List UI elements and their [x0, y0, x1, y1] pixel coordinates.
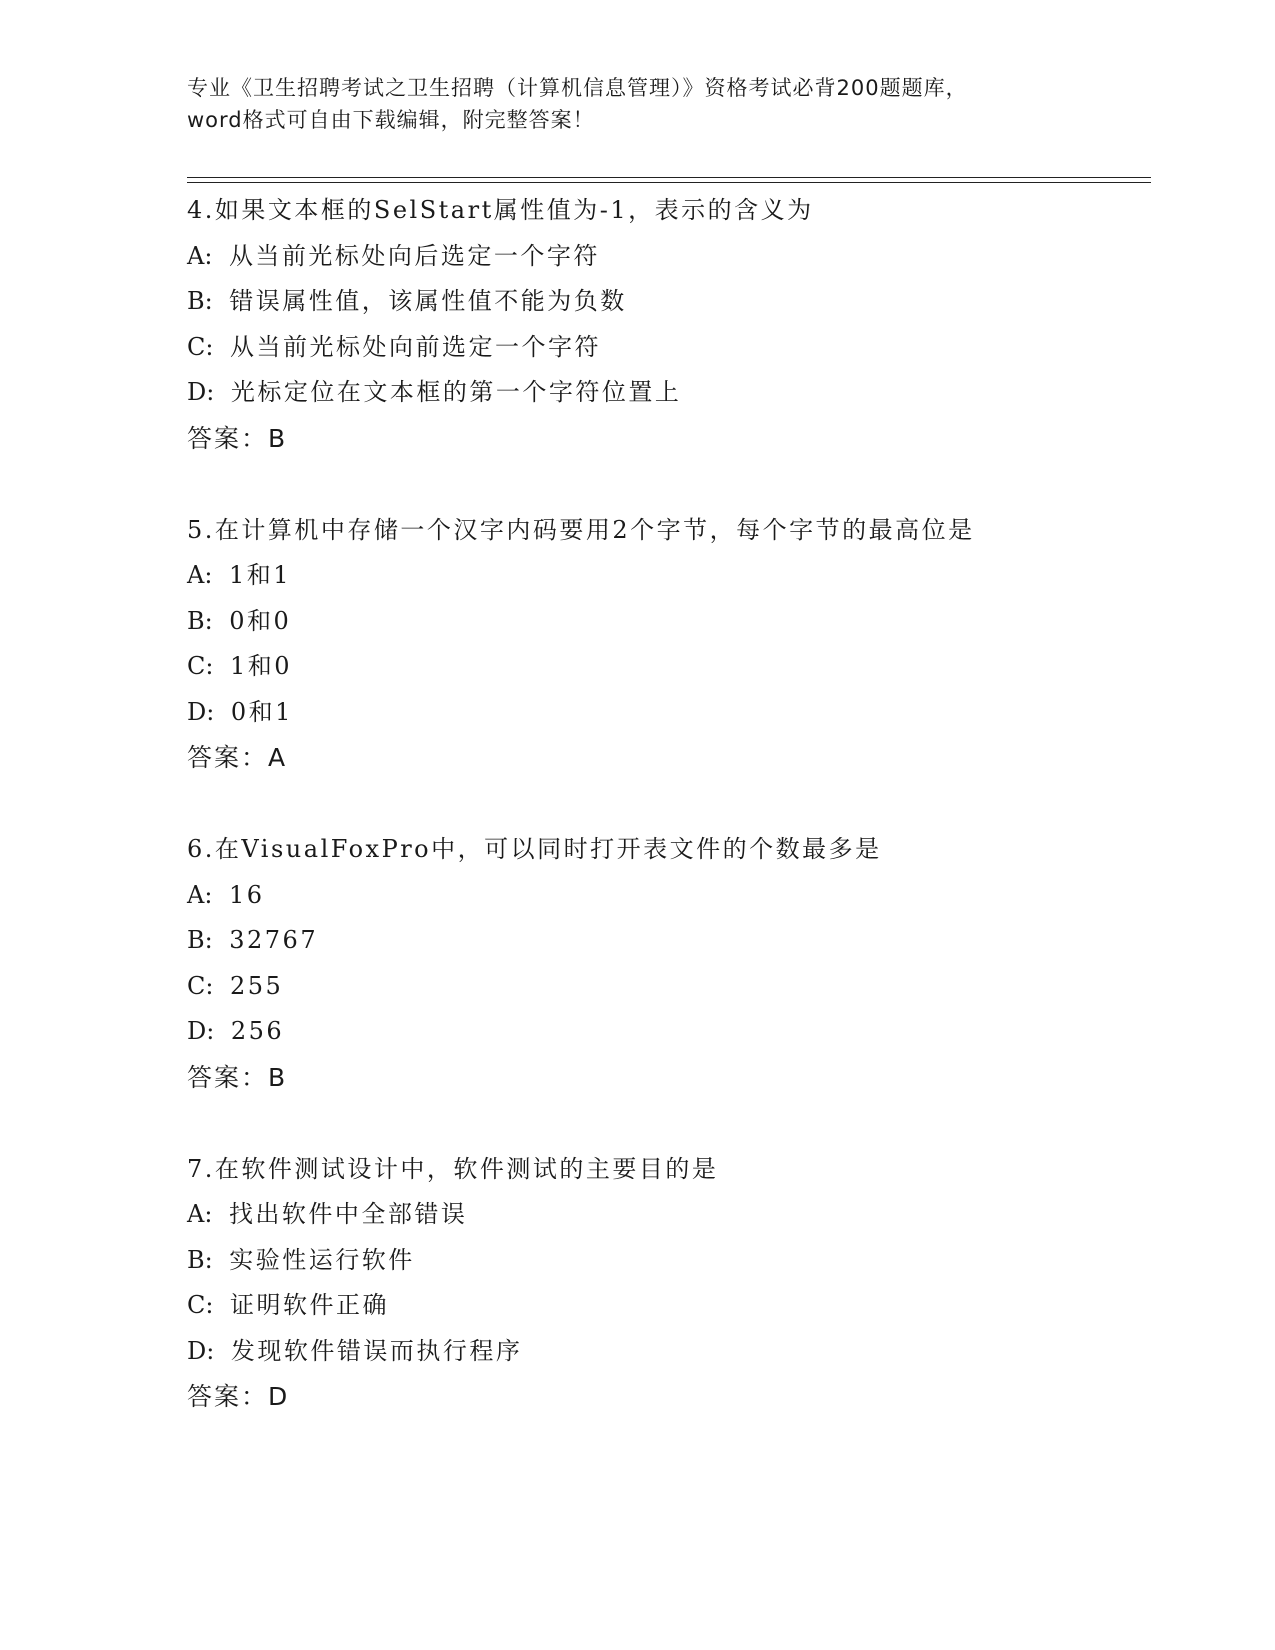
- answer-label: 答案：: [187, 423, 269, 453]
- option-b: B: 0和0: [187, 606, 292, 635]
- option-c: C: 证明软件正确: [187, 1291, 389, 1319]
- answer-value: B: [268, 1062, 288, 1092]
- option-d: D: 光标定位在文本框的第一个字符位置上: [187, 378, 682, 406]
- option-text: 32767: [229, 926, 319, 954]
- option-letter: B: [187, 926, 205, 954]
- answer-line: [187, 1374, 1147, 1419]
- option-a: A: 找出软件中全部错误: [187, 1200, 468, 1228]
- option-letter: C: [187, 652, 206, 680]
- document-header: [187, 72, 1087, 136]
- option-letter: D: [187, 378, 207, 406]
- option-letter: C: [187, 1291, 206, 1319]
- question-stem: 6.在VisualFoxPro中，可以同时打开表文件的个数最多是: [187, 835, 882, 863]
- option-c: C: 1和0: [187, 652, 293, 680]
- answer-label: 答案：: [187, 1382, 269, 1411]
- option-letter: B: [187, 1245, 205, 1274]
- option-text: 实验性运行软件: [229, 1245, 415, 1274]
- option-letter: C: [187, 332, 206, 361]
- question-stem: 4.如果文本框的SelStart属性值为-1，表示的含义为: [187, 196, 814, 224]
- option-d: D: 0和1: [187, 697, 293, 726]
- option-text: 证明软件正确: [229, 1291, 389, 1319]
- option-letter: D: [187, 1336, 207, 1365]
- option-text: 1和0: [229, 652, 293, 680]
- option-text: 16: [228, 880, 265, 909]
- answer-line: [187, 416, 1147, 461]
- answer-value: D: [268, 1382, 290, 1411]
- option-d: D: 发现软件错误而执行程序: [187, 1336, 523, 1365]
- option-text: 256: [230, 1017, 285, 1045]
- question-item: [187, 1147, 1147, 1420]
- question-item: [187, 188, 1147, 461]
- option-text: 光标定位在文本框的第一个字符位置上: [230, 378, 682, 406]
- option-letter: C: [187, 971, 206, 1000]
- option-text: 发现软件错误而执行程序: [230, 1336, 523, 1365]
- question-list: [187, 188, 1147, 1466]
- option-letter: A: [187, 561, 205, 589]
- option-text: 255: [229, 971, 284, 1000]
- header-divider-bottom: [187, 182, 1151, 183]
- option-letter: D: [187, 697, 207, 726]
- option-d: D: 256: [187, 1017, 285, 1045]
- question-item: [187, 508, 1147, 781]
- option-text: 错误属性值，该属性值不能为负数: [229, 287, 627, 315]
- answer-label: 答案：: [187, 1062, 269, 1092]
- question-stem: 5.在计算机中存储一个汉字内码要用2个字节，每个字节的最高位是: [187, 515, 975, 544]
- header-line-2: word格式可自由下载编辑，附完整答案！: [187, 108, 595, 132]
- option-a: A: 16: [187, 880, 265, 909]
- header-divider-top: [187, 177, 1151, 178]
- option-c: C: 255: [187, 971, 284, 1000]
- option-letter: B: [187, 287, 205, 315]
- option-b: B: 错误属性值，该属性值不能为负数: [187, 287, 627, 315]
- option-text: 0和1: [230, 697, 293, 726]
- option-text: 1和1: [228, 561, 291, 589]
- option-letter: D: [187, 1017, 207, 1045]
- question-stem: 7.在软件测试设计中，软件测试的主要目的是: [187, 1154, 719, 1183]
- option-letter: A: [187, 880, 205, 909]
- answer-value: A: [268, 743, 288, 772]
- option-letter: A: [187, 1200, 205, 1228]
- answer-line: [187, 1055, 1147, 1100]
- question-item: [187, 827, 1147, 1100]
- option-b: B: 实验性运行软件: [187, 1245, 415, 1274]
- option-text: 从当前光标处向后选定一个字符: [228, 241, 600, 270]
- header-line-1: 专业《卫生招聘考试之卫生招聘（计算机信息管理）》资格考试必背200题题库，: [187, 76, 968, 100]
- option-text: 找出软件中全部错误: [228, 1200, 468, 1228]
- option-c: C: 从当前光标处向前选定一个字符: [187, 332, 601, 361]
- option-b: B: 32767: [187, 926, 319, 954]
- option-a: A: 1和1: [187, 561, 291, 589]
- option-a: A: 从当前光标处向后选定一个字符: [187, 241, 600, 270]
- answer-line: [187, 735, 1147, 780]
- option-letter: B: [187, 606, 205, 635]
- option-text: 从当前光标处向前选定一个字符: [229, 332, 601, 361]
- option-text: 0和0: [229, 606, 292, 635]
- option-letter: A: [187, 241, 205, 270]
- answer-label: 答案：: [187, 743, 269, 772]
- answer-value: B: [268, 423, 288, 453]
